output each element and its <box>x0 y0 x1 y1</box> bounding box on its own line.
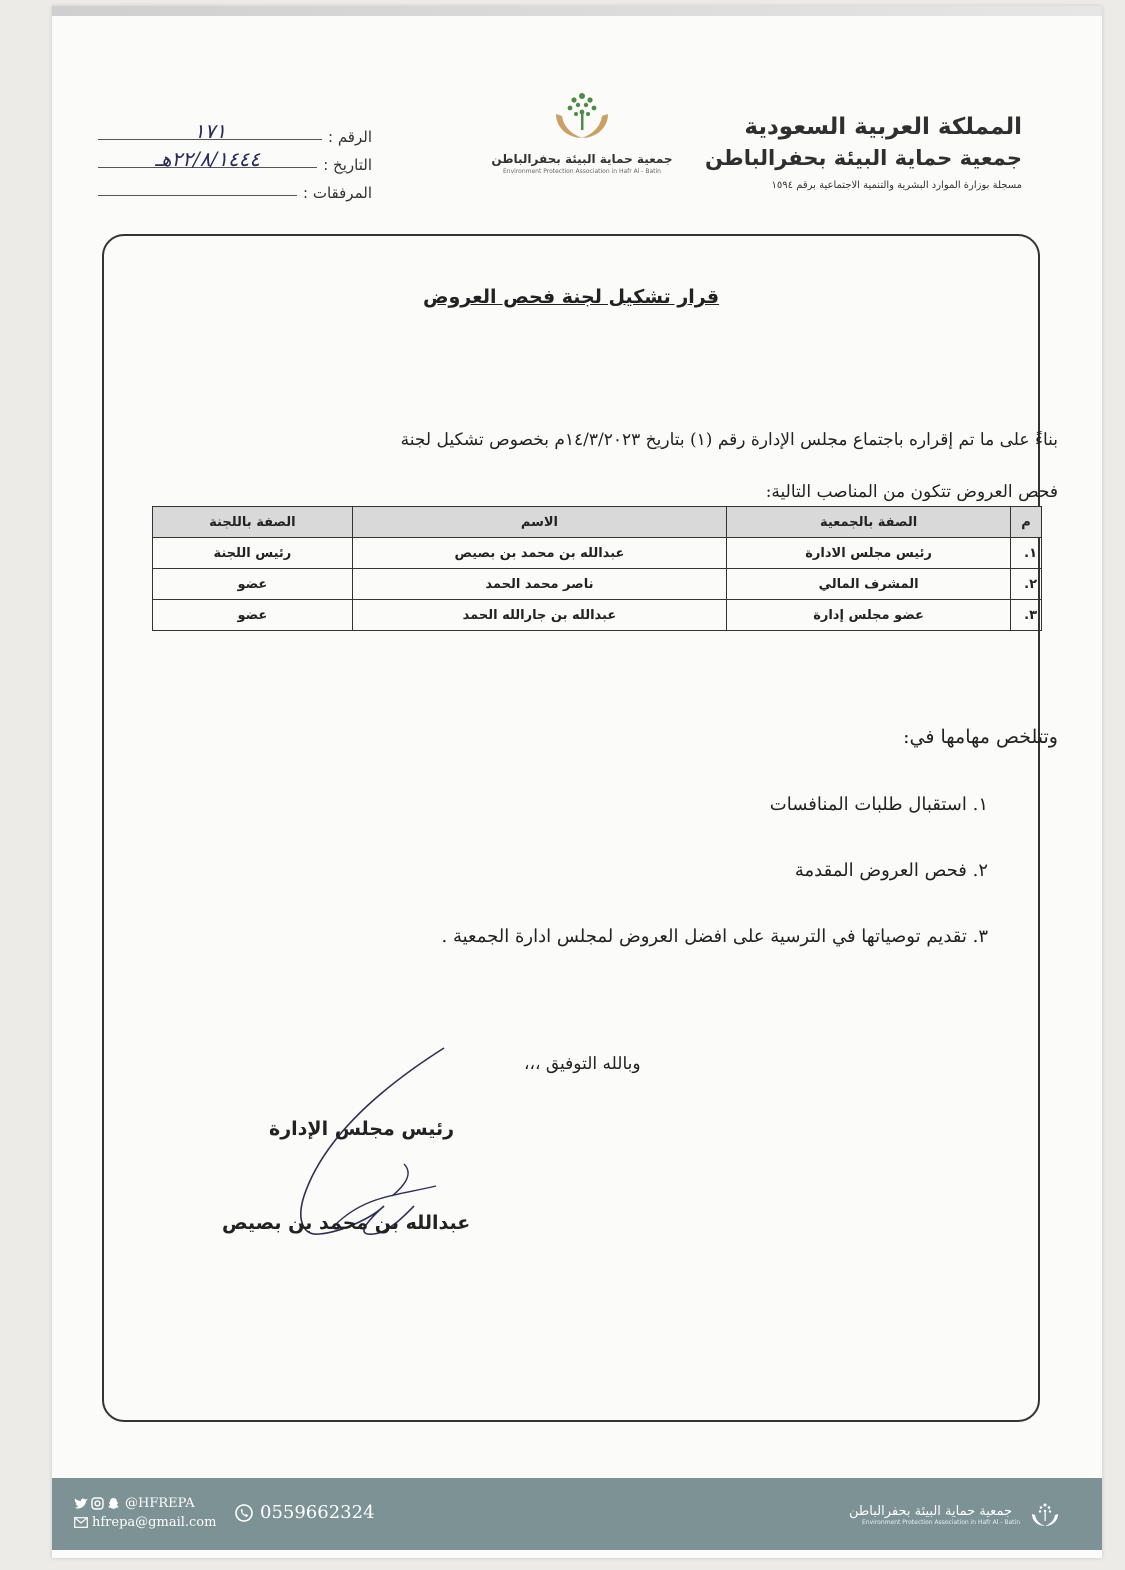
logo-association-name: جمعية حماية البيئة بحفرالباطن <box>491 152 673 166</box>
intro-paragraph <box>218 414 1058 518</box>
row-name: عبدالله بن جارالله الحمد <box>352 600 726 631</box>
intro-line-2: فحص العروض تتكون من المناصب التالية: <box>765 482 1058 502</box>
row-committee-role: عضو <box>153 569 353 600</box>
footer-social <box>74 1494 216 1532</box>
document-page <box>52 6 1102 1558</box>
footer-association-name: جمعية حماية البيئة بحفرالباطن <box>849 1504 1012 1519</box>
footer-phone <box>234 1502 375 1523</box>
table-header-row <box>153 507 1042 538</box>
col-header-num: م <box>1011 507 1042 538</box>
row-committee-role: رئيس اللجنة <box>153 538 353 569</box>
row-role: عضو مجلس إدارة <box>727 600 1011 631</box>
date-row <box>92 146 372 174</box>
date-label: التاريخ : <box>323 156 372 174</box>
row-name: عبدالله بن محمد بن بصيص <box>352 538 726 569</box>
attachments-line <box>98 175 297 196</box>
task-item: ٣. تقديم توصياتها في الترسية على افضل العروض لمجلس ادارة الجمعية . <box>441 926 988 947</box>
letterhead-title-block <box>705 114 1022 191</box>
row-committee-role: عضو <box>153 600 353 631</box>
footer-english-name: Environment Protection Association in Hafr Al - Batin <box>862 1519 1020 1526</box>
intro-line-1: بناءً على ما تم إقراره باجتماع مجلس الإدارة رقم (١) بتاريخ ١٤/٣/٢٠٢٣م بخصوص تشكيل لجنة <box>400 430 1058 450</box>
number-value: ١٧١ <box>193 119 227 143</box>
snapchat-icon <box>107 1497 120 1510</box>
email-icon <box>74 1517 88 1528</box>
logo-english-name: Environment Protection Association in Hafr Al - Batin <box>503 168 661 175</box>
registration-note: مسجلة بوزارة الموارد البشرية والتنمية الاجتماعية برقم ١٥٩٤ <box>771 180 1022 191</box>
task-item: ٢. فحص العروض المقدمة <box>794 860 988 881</box>
document-title: قرار تشكيل لجنة فحص العروض <box>422 286 720 308</box>
footer-logo <box>849 1500 1062 1530</box>
tasks-heading: وتتلخص مهامها في: <box>903 726 1058 748</box>
association-logo <box>482 86 682 175</box>
social-handle: @HFREPA <box>125 1496 195 1511</box>
number-label: الرقم : <box>328 128 372 146</box>
row-num: ٣. <box>1011 600 1042 631</box>
association-name: جمعية حماية البيئة بحفرالباطن <box>705 146 1022 170</box>
committee-table <box>152 506 1042 631</box>
number-row <box>92 118 372 146</box>
date-line <box>98 147 317 171</box>
row-role: رئيس مجلس الادارة <box>727 538 1011 569</box>
phone-number: 0559662324 <box>260 1502 375 1523</box>
task-item: ١. استقبال طلبات المنافسات <box>769 794 988 815</box>
table-row <box>153 569 1042 600</box>
attachments-row <box>92 174 372 202</box>
row-num: ١. <box>1011 538 1042 569</box>
twitter-icon <box>74 1498 88 1510</box>
reference-fields <box>92 118 372 202</box>
number-line <box>98 119 322 143</box>
col-header-role: الصفة بالجمعية <box>727 507 1011 538</box>
kingdom-name: المملكة العربية السعودية <box>744 114 1022 140</box>
whatsapp-icon <box>234 1503 254 1523</box>
decision-frame <box>102 234 1058 1422</box>
scan-edge <box>52 6 1102 16</box>
row-role: المشرف المالي <box>727 569 1011 600</box>
col-header-name: الاسم <box>352 507 726 538</box>
table-row <box>153 600 1042 631</box>
row-num: ٢. <box>1011 569 1042 600</box>
signatory-title: رئيس مجلس الإدارة <box>269 1118 455 1140</box>
footer-bar <box>52 1478 1102 1550</box>
closing-phrase: وبالله التوفيق ،،، <box>524 1054 641 1074</box>
attachments-label: المرفقات : <box>303 184 372 202</box>
email-address: hfrepa@gmail.com <box>92 1515 217 1530</box>
col-header-committee: الصفة باللجنة <box>153 507 353 538</box>
hands-tree-logo-icon <box>550 86 614 146</box>
instagram-icon <box>91 1497 104 1510</box>
row-name: ناصر محمد الحمد <box>352 569 726 600</box>
footer-hands-tree-icon <box>1028 1500 1062 1530</box>
table-row <box>153 538 1042 569</box>
date-value: ٢٢/٨/١٤٤٤هـ <box>155 147 261 171</box>
signatory-name: عبدالله بن محمد بن بصيص <box>222 1212 471 1234</box>
